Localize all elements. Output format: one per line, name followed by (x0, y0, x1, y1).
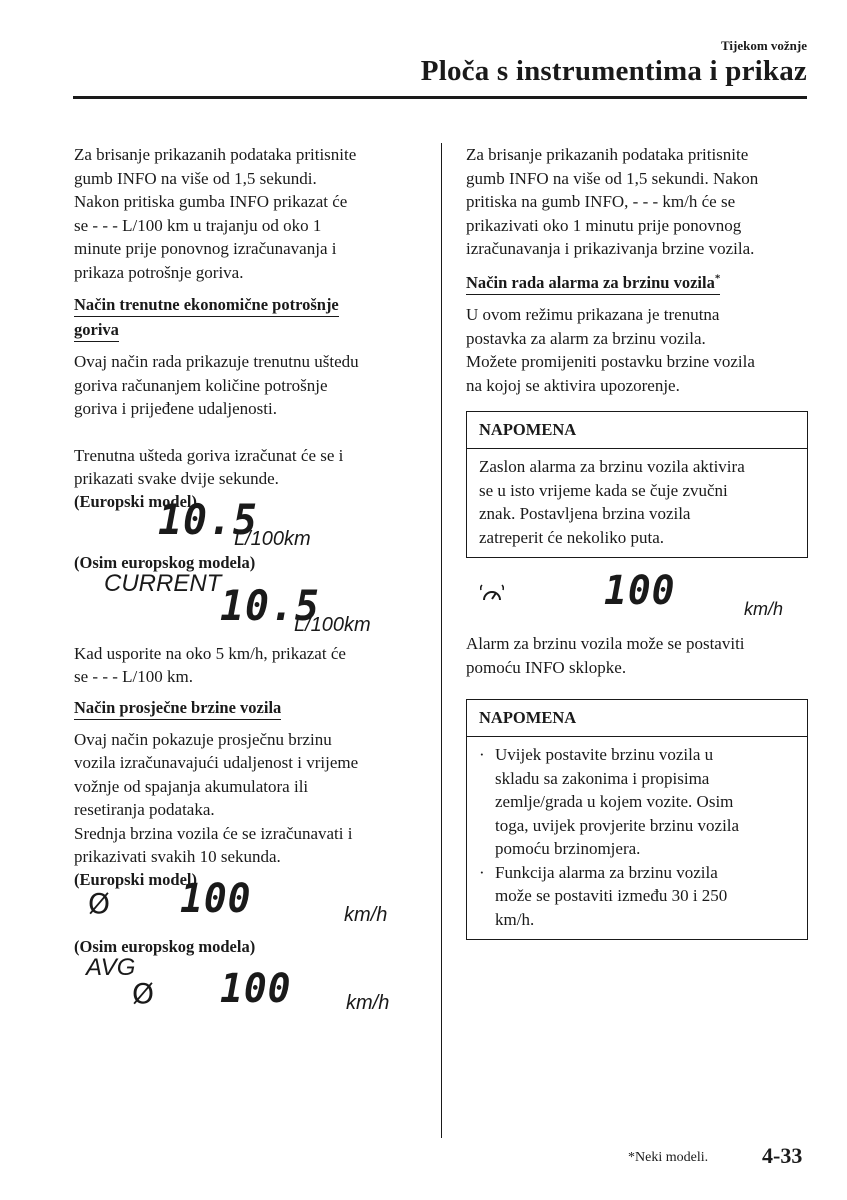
note-title: NAPOMENA (467, 412, 807, 449)
note-body (467, 737, 807, 939)
instant-economy-heading: Način trenutne ekonomične potrošnje goriva (74, 292, 404, 342)
non-eu-fuel-unit: L/100km (294, 613, 371, 636)
note-box (466, 699, 808, 940)
section-label: Tijekom vožnje (720, 38, 807, 53)
eu-avg-speed-unit: km/h (344, 903, 388, 926)
avg-eu-model-label: (Europski model) (74, 869, 198, 889)
right-column (466, 143, 809, 940)
current-mode-label: CURRENT (104, 569, 222, 597)
speed-alarm-paragraph: U ovom režimu prikazana je trenutna postavka za alarm za brzinu vozila. Možete promijeniti postavku brzine vozila na kojoj se aktivira upozorenje. (466, 305, 755, 395)
page-number: 4-33 (762, 1143, 803, 1168)
note-body: Zaslon alarma za brzinu vozila aktivira se u isto vrijeme kada se čuje zvučni znak. Postavljena brzina vozila zatreperit će nekoliko puta. (479, 457, 745, 547)
avg-speed-paragraph: Ovaj način pokazuje prosječnu brzinu vozila izračunavajući udaljenost i vrijeme vožnje od spajanja akumulatora ili resetiranja podataka. Srednja brzina vozila će se izračunavati i prikazivati svakih 10 sekunda. (74, 729, 359, 866)
non-eu-avg-speed-unit: km/h (346, 991, 390, 1014)
note-box (466, 411, 808, 558)
intro-paragraph: Za brisanje prikazanih podataka pritisnite gumb INFO na više od 1,5 sekundi. Nakon pritiska gumba INFO prikazat će se - - - L/100 km u trajanju od oko 1 minute prije ponovnog izračunavanja i prikaza potrošnje goriva. (74, 145, 357, 282)
speed-alarm-display (466, 568, 809, 632)
non-eu-model-label: (Osim europskog modela) (74, 552, 256, 572)
instant-paragraph-2: Trenutna ušteda goriva izračunat će se i prikazati svake dvije sekunde. (74, 445, 344, 488)
average-symbol-icon: Ø (88, 886, 111, 920)
non-eu-fuel-display (74, 569, 414, 642)
after-display-paragraph: Alarm za brzinu vozila može se postaviti pomoću INFO sklopke. (466, 634, 745, 677)
title-rule (73, 96, 807, 99)
speed-alarm-icon (480, 584, 504, 606)
instant-paragraph-3: Kad usporite na oko 5 km/h, prikazat će se - - - L/100 km. (74, 643, 346, 686)
eu-model-label: (Europski model) (74, 491, 198, 511)
column-divider (441, 143, 442, 1138)
right-intro-paragraph: Za brisanje prikazanih podataka pritisnite gumb INFO na više od 1,5 sekundi. Nakon pritiska na gumb INFO, - - - km/h će se prikazivati oko 1 minutu prije ponovnog izračunavanja i prikazivanja brzine vozila. (466, 145, 759, 258)
footnote: *Neki modeli. (628, 1150, 709, 1165)
eu-fuel-value: 10.5 (158, 494, 258, 544)
non-eu-avg-speed-value: 100 (220, 965, 292, 1012)
eu-fuel-unit: L/100km (234, 527, 311, 550)
speed-alarm-heading: Način rada alarma za brzinu vozila* (466, 267, 809, 296)
speed-alarm-unit: km/h (744, 599, 784, 619)
eu-avg-speed-value: 100 (180, 875, 252, 922)
avg-mode-label: AVG (86, 953, 136, 981)
left-column (74, 143, 414, 1028)
page-title: Ploča s instrumentima i prikaz (420, 55, 807, 87)
note-title: NAPOMENA (467, 700, 807, 737)
instant-paragraph-1: Ovaj način rada prikazuje trenutnu uštedu goriva računanjem količine potrošnje goriva i prijeđene udaljenosti. (74, 352, 359, 418)
average-symbol-icon: Ø (132, 976, 155, 1010)
list-item: · Uvijek postavite brzinu vozila u skladu sa zakonima i propisima zemlje/grada u kojem vozite. Osim toga, uvijek provjerite brzinu vozila pomoću brzinomjera. (479, 745, 740, 858)
speed-alarm-value: 100 (604, 568, 676, 614)
avg-speed-heading: Način prosječne brzine vozila (74, 695, 414, 720)
non-eu-fuel-value: 10.5 (220, 580, 320, 630)
avg-non-eu-model-label: (Osim europskog modela) (74, 936, 256, 956)
list-item: · Funkcija alarma za brzinu vozila može se postaviti između 30 i 250 km/h. (479, 862, 728, 929)
non-eu-avg-speed-display (74, 953, 414, 1028)
